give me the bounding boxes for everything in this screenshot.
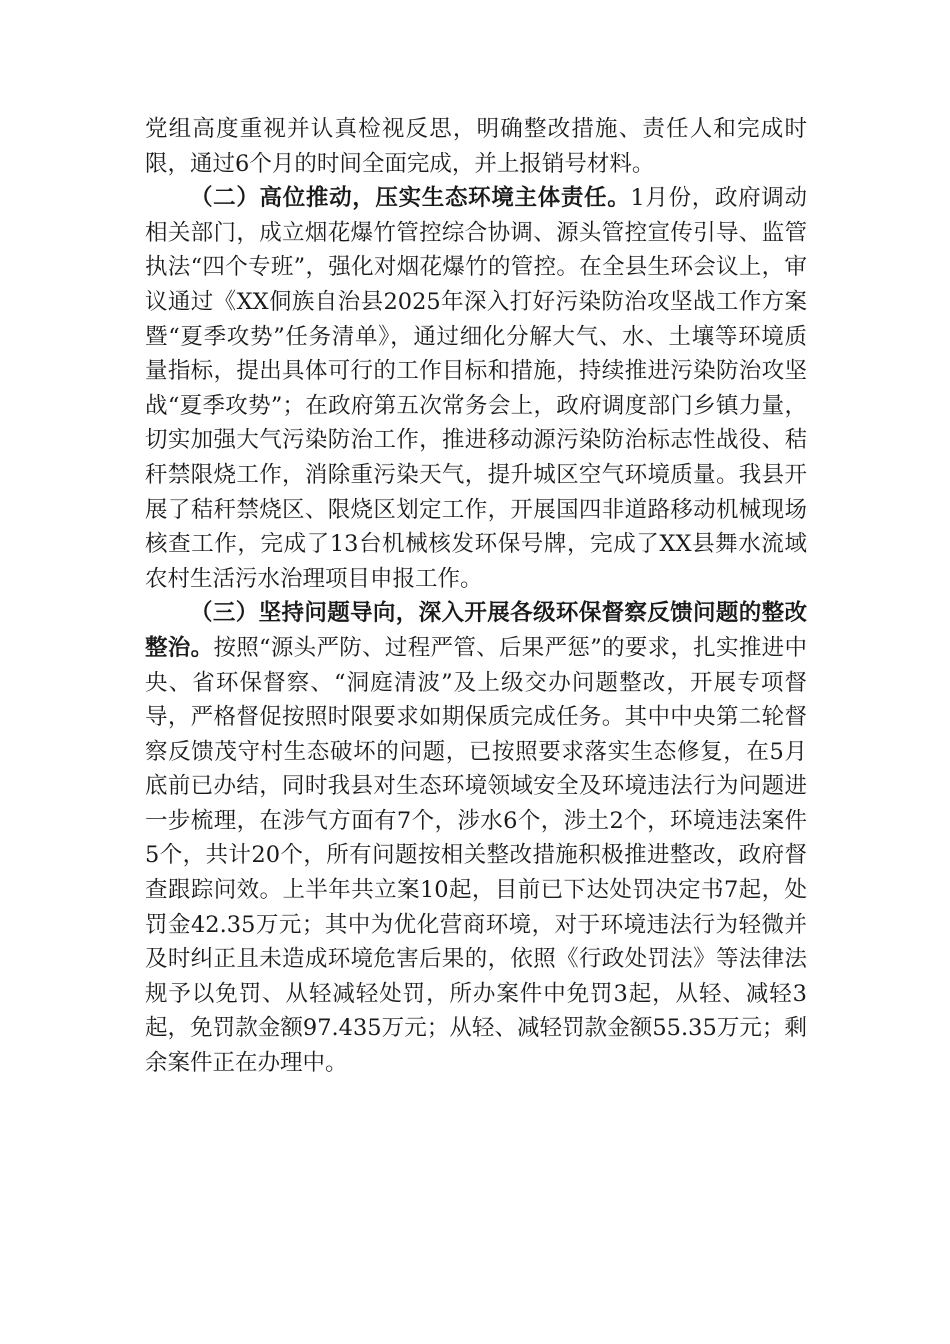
section-heading: （三）坚持问题导向，深入开展各级环保督察反馈问题的整改整治。 [145, 600, 807, 661]
paragraph-continued [145, 112, 807, 181]
paragraph-body: 按照“源头严防、过程严管、后果严惩”的要求，扎实推进中央、省环保督察、“洞庭清波”及上级交办问题整改，开展专项督导，严格督促按照时限要求如期保质完成任务。其中中央第二轮督察反馈茂守村生态破坏的问题，已按照要求落实生态修复，在5月底前已办结，同时我县对生态环境领域安全及环境违法行为问题进一步梳理，在涉气方面有7个，涉水6个，涉土2个，环境违法案件5个，共计20个，所有问题按相关整改措施积极推进整改，政府督查跟踪问效。上半年共立案10起，目前已下达处罚决定书7起，处罚金42.35万元；其中为优化营商环境，对于环境违法行为轻微并及时纠正且未造成环境危害后果的，依照《行政处罚法》等法律法规予以免罚、从轻减轻处罚，所办案件中免罚3起，从轻、减轻3起，免罚款金额97.435万元；从轻、减轻罚款金额55.35万元；剩余案件正在办理中。 [145, 634, 807, 1077]
section-heading: （二）高位推动，压实生态环境主体责任。 [190, 185, 631, 212]
paragraph-body: 党组高度重视并认真检视反思，明确整改措施、责任人和完成时限，通过6个月的时间全面完成，并上报销号材料。 [145, 116, 807, 177]
paragraph-section-2 [145, 181, 807, 596]
document-page [145, 112, 807, 1081]
paragraph-body: 1月份，政府调动相关部门，成立烟花爆竹管控综合协调、源头管控宣传引导、监管执法“四个专班”，强化对烟花爆竹的管控。在全县生环会议上，审议通过《XX侗族自治县2025年深入打好污染防治攻坚战工作方案暨“夏季攻势”任务清单》，通过细化分解大气、水、土壤等环境质量指标，提出具体可行的工作目标和措施，持续推进污染防治攻坚战“夏季攻势”；在政府第五次常务会上，政府调度部门乡镇力量，切实加强大气污染防治工作，推进移动源污染防治标志性战役、秸秆禁限烧工作，消除重污染天气，提升城区空气环境质量。我县开展了秸秆禁烧区、限烧区划定工作，开展国四非道路移动机械现场核查工作，完成了13台机械核发环保号牌，完成了XX县舞水流域农村生活污水治理项目申报工作。 [145, 185, 807, 592]
paragraph-section-3 [145, 596, 807, 1080]
